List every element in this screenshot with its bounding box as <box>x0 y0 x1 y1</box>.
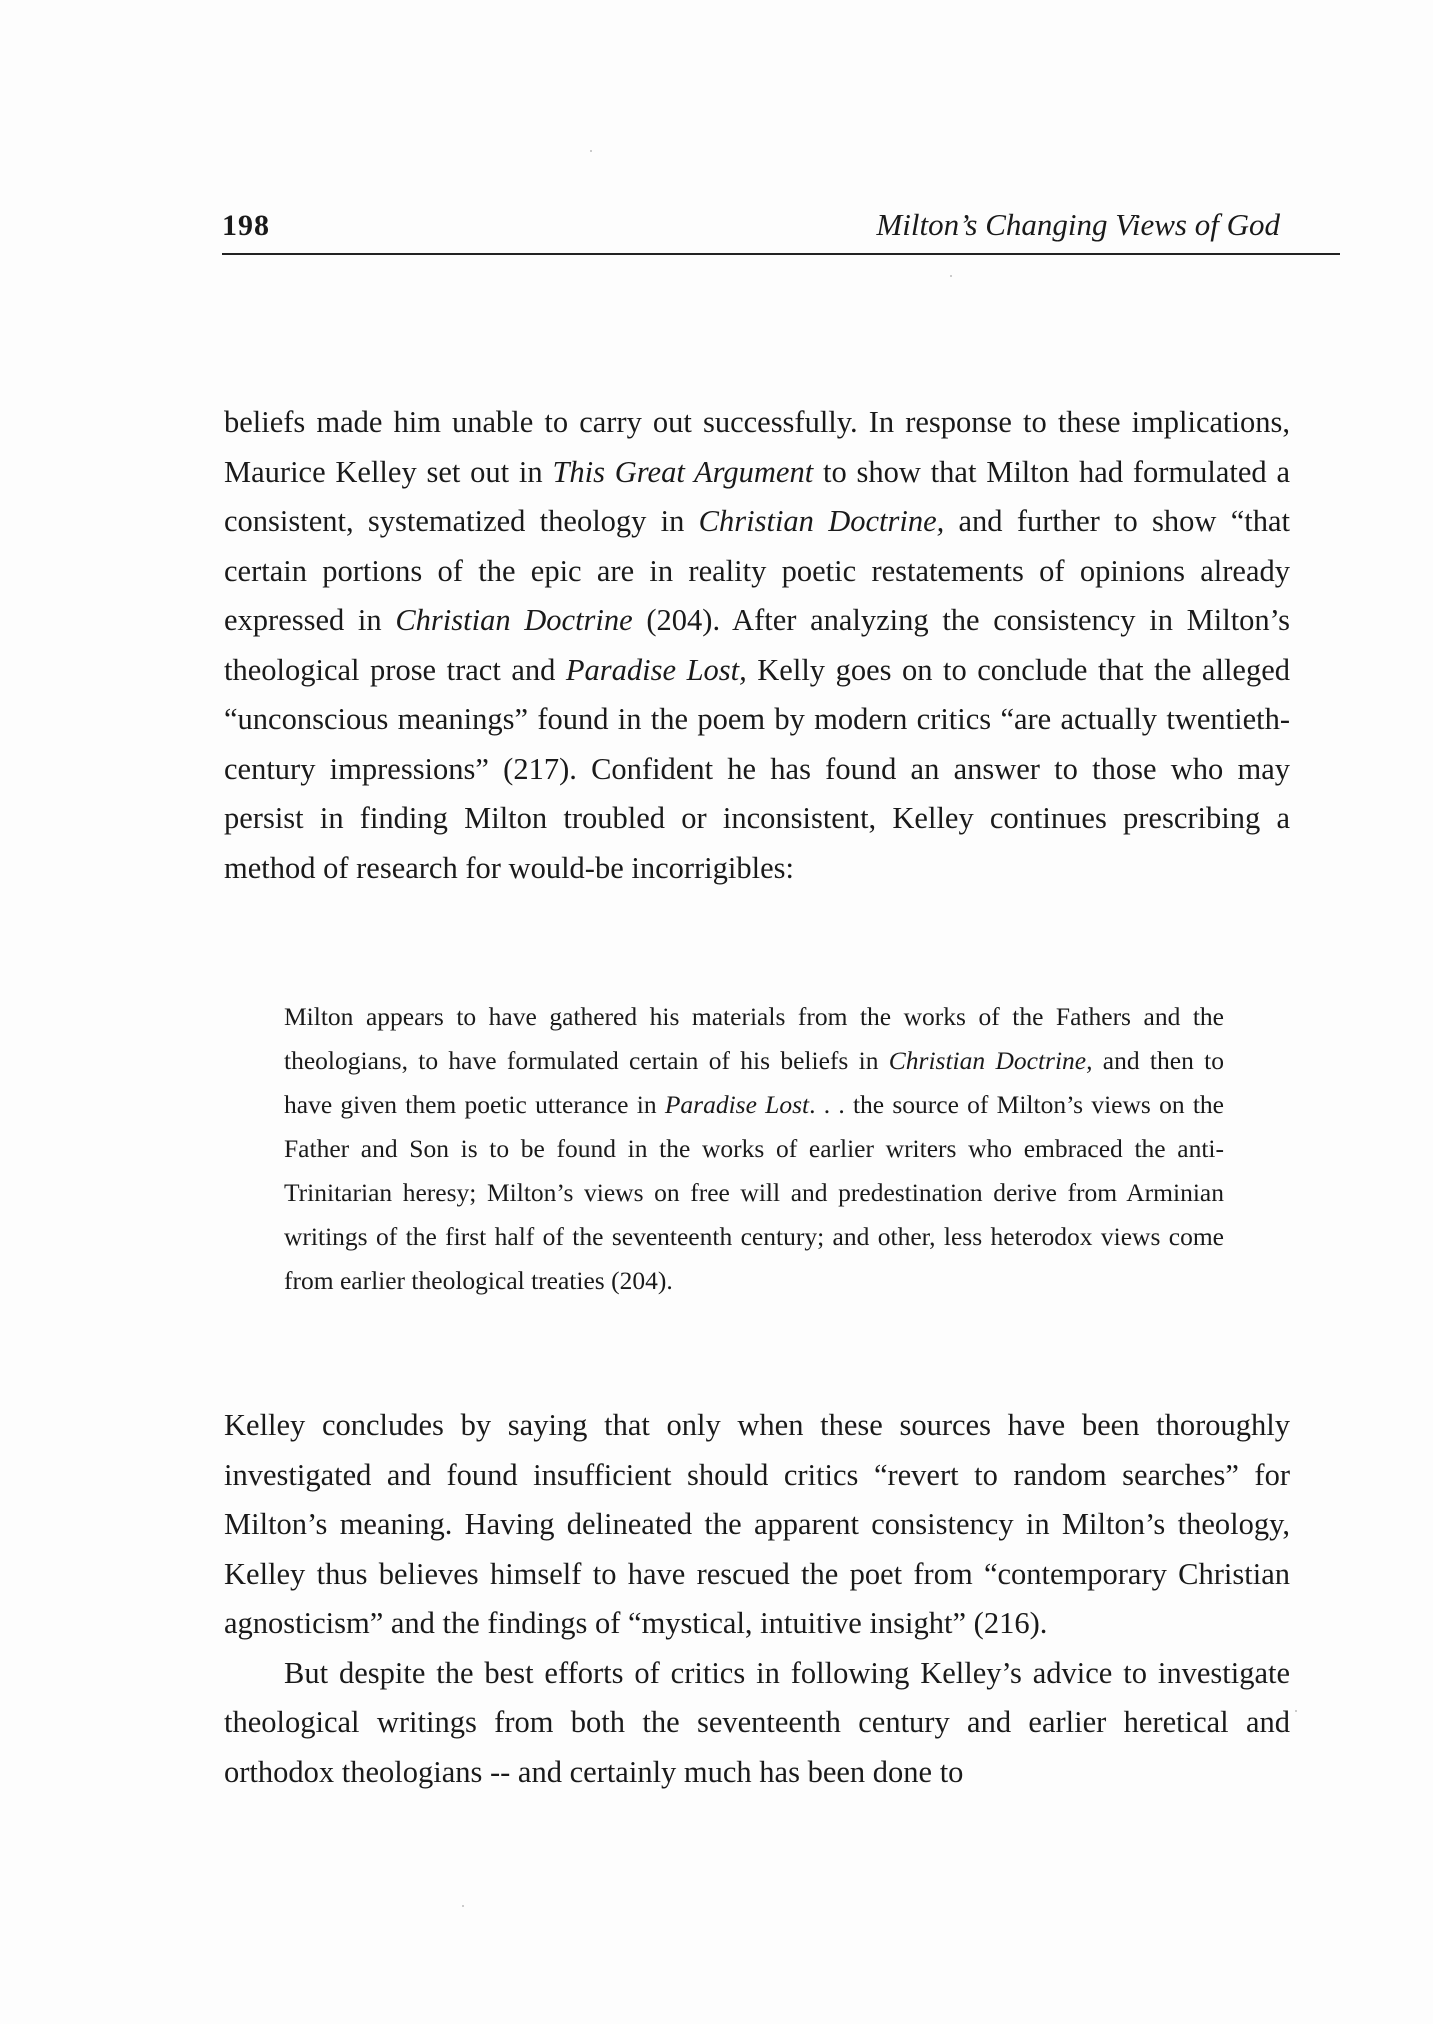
paragraph <box>224 398 1290 893</box>
text-run: to show that Milton had formulated a consistent, systematized theology in <box>224 454 1290 538</box>
text-run: (204). After analyzing the consistency in Milton’s theological prose tract and <box>224 603 1291 687</box>
text-run: beliefs made him unable to carry out successfully. In response to these implications, Maurice Kelley set out in <box>224 405 1290 489</box>
scan-speck <box>1295 1710 1297 1712</box>
italic-title: Christian Doctrine <box>395 603 633 637</box>
text-run: Milton appears to have gathered his materials from the works of the Fathers and the theologians, to have formulated certain of his beliefs in <box>284 1002 1224 1075</box>
italic-title: Paradise Lost <box>664 1090 810 1119</box>
page-number: 198 <box>222 209 270 242</box>
paragraph: But despite the best efforts of critics in following Kelley’s advice to investigate theological writings from both the seventeenth century and earlier heretical and orthodox theologians -- and certainly much has been done to <box>224 1655 1290 1789</box>
italic-title: Christian Doctrine, <box>698 504 945 538</box>
scan-speck <box>950 275 952 277</box>
paragraph: Kelley concludes by saying that only when these sources have been thoroughly investigated and found insufficient should critics “revert to random searches” for Milton’s meaning. Having delineated the apparent consistency in Milton’s theology, Kelley thus believes himself to have rescued the poet from “contemporary Christian agnosticism” and the findings of “mystical, intuitive insight” (216). <box>224 1408 1290 1640</box>
scan-speck <box>462 1905 464 1907</box>
running-header <box>222 205 1340 255</box>
text-run: . . . the source of Milton’s views on the Father and Son is to be found in the works of earlier writers who embraced the anti-Trinitarian heresy; Milton’s views on free will and predestination derive from Arminian writings of the first half of the seventeenth century; and other, less heterodox views come from earlier theological treaties (204). <box>284 1090 1224 1295</box>
text-run: Kelly goes on to conclude that the alleged “unconscious meanings” found in the poem by modern critics “are actually twentieth-century impressions” (217). Confident he has found an answer to those who may persist in finding Milton troubled or inconsistent, Kelley continues prescribing a method of research for would-be incorrigibles: <box>224 652 1290 885</box>
running-title: Milton’s Changing Views of God <box>876 207 1280 242</box>
body-continuation <box>224 1401 1290 1797</box>
italic-title: Paradise Lost, <box>565 652 747 687</box>
italic-title: Christian Doctrine, <box>888 1046 1093 1075</box>
quote-paragraph <box>284 995 1224 1303</box>
scan-speck <box>590 150 592 152</box>
text-run: and further to show “that certain portions of the epic are in reality poetic restatements of opinions already expressed in <box>224 504 1290 637</box>
block-quote <box>284 995 1224 1303</box>
body-paragraph-1 <box>224 398 1290 893</box>
italic-title: This Great Argument <box>552 454 814 489</box>
text-run: and then to have given them poetic utterance in <box>284 1046 1224 1119</box>
